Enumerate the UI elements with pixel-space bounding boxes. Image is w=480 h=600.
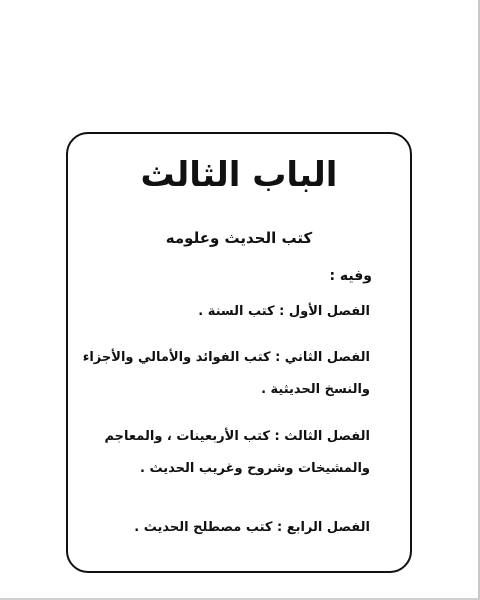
section-1 <box>108 296 370 328</box>
chapter-title: الباب الثالث <box>140 155 338 195</box>
section-3-line-2: والمشيخات وشروح وغريب الحديث . <box>140 461 370 476</box>
section-2-line-2: والنسخ الحديثية . <box>261 382 370 397</box>
section-3-line-1: الفصل الثالث : كتب الأربعينات ، والمعاجم <box>104 429 370 444</box>
chapter-intro: وفيه : <box>329 268 372 284</box>
section-2-line-1: الفصل الثاني : كتب الفوائد والأمالي والأجزاء <box>82 350 370 365</box>
section-4 <box>108 512 370 544</box>
section-4-line-1: الفصل الرابع : كتب مصطلح الحديث . <box>134 520 370 535</box>
section-3 <box>104 421 370 485</box>
chapter-subtitle: كتب الحديث وعلومه <box>165 229 313 247</box>
section-2 <box>82 342 370 406</box>
section-1-line-1: الفصل الأول : كتب السنة . <box>198 304 370 319</box>
